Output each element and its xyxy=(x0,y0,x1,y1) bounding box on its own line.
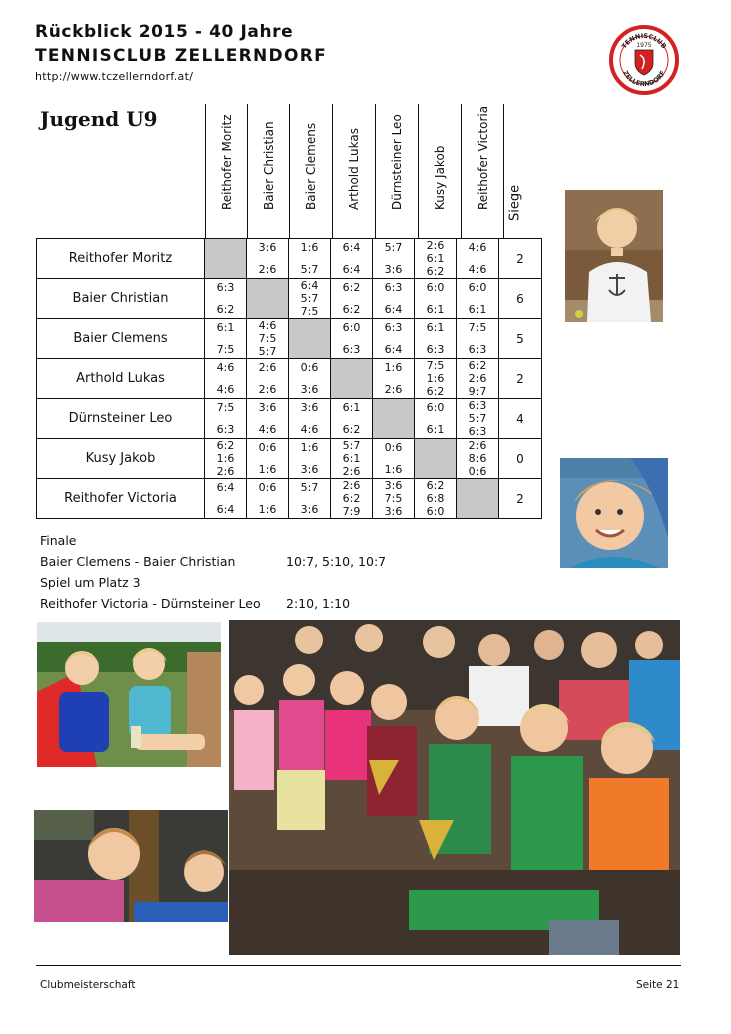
photo-kids-faces xyxy=(34,810,228,922)
score-cell xyxy=(331,479,373,519)
set-score: 0:6 xyxy=(384,440,403,454)
table-row xyxy=(37,239,542,279)
score-cell xyxy=(247,319,289,359)
table-row xyxy=(37,319,542,359)
set-score: 6:4 xyxy=(216,502,235,516)
set-score: 6:4 xyxy=(216,480,235,494)
set-score: 7:5 xyxy=(468,320,487,334)
set-score: 2:6 xyxy=(468,438,487,452)
set-score: 2:6 xyxy=(342,464,361,478)
set-score: 1:6 xyxy=(300,240,319,254)
set-score: 4:6 xyxy=(258,318,277,332)
results-table xyxy=(36,238,542,519)
set-score: 2:6 xyxy=(342,478,361,492)
score-cell xyxy=(457,319,499,359)
table-row xyxy=(37,399,542,439)
set-score: 3:6 xyxy=(300,502,319,516)
set-score: 9:7 xyxy=(468,384,487,398)
table-row xyxy=(37,359,542,399)
player-name: Reithofer Moritz xyxy=(37,239,205,279)
final-match: Baier Clemens - Baier Christian xyxy=(40,554,236,569)
set-score: 7:9 xyxy=(342,504,361,518)
svg-text:1975: 1975 xyxy=(636,42,652,49)
score-cell xyxy=(457,439,499,479)
set-score: 6:3 xyxy=(468,398,487,412)
set-score: 6:3 xyxy=(426,342,445,356)
set-score: 2:6 xyxy=(258,382,277,396)
set-score: 4:6 xyxy=(258,422,277,436)
set-score: 7:5 xyxy=(216,400,235,414)
set-score: 1:6 xyxy=(426,371,445,385)
set-score: 7:5 xyxy=(384,491,403,505)
wins-count: 4 xyxy=(499,399,542,439)
set-score: 2:6 xyxy=(426,238,445,252)
finals-section xyxy=(40,530,386,614)
set-score: 6:2 xyxy=(342,422,361,436)
photo-trophy-ceremony xyxy=(229,620,680,955)
score-cell xyxy=(457,399,499,439)
photo-boy-face xyxy=(560,458,668,568)
score-cell xyxy=(415,319,457,359)
set-score: 1:6 xyxy=(216,451,235,465)
score-cell xyxy=(415,279,457,319)
column-header-label: Baier Clemens xyxy=(304,122,318,210)
score-cell xyxy=(331,319,373,359)
column-header-player xyxy=(205,104,248,238)
set-score: 6:4 xyxy=(300,278,319,292)
set-score: 6:0 xyxy=(426,504,445,518)
player-name: Baier Clemens xyxy=(37,319,205,359)
set-score: 6:8 xyxy=(426,491,445,505)
score-cell xyxy=(373,319,415,359)
score-cell xyxy=(373,439,415,479)
score-cell xyxy=(247,479,289,519)
table-row xyxy=(37,279,542,319)
set-score: 5:7 xyxy=(300,262,319,276)
set-score: 5:7 xyxy=(258,344,277,358)
set-score: 3:6 xyxy=(384,478,403,492)
set-score: 4:6 xyxy=(468,262,487,276)
set-score: 1:6 xyxy=(384,360,403,374)
set-score: 0:6 xyxy=(468,464,487,478)
self-match-cell xyxy=(331,359,373,399)
set-score: 6:2 xyxy=(216,438,235,452)
self-match-cell xyxy=(373,399,415,439)
set-score: 4:6 xyxy=(300,422,319,436)
player-name: Kusy Jakob xyxy=(37,439,205,479)
score-cell xyxy=(415,399,457,439)
score-cell xyxy=(205,479,247,519)
set-score: 6:3 xyxy=(216,422,235,436)
score-cell xyxy=(205,319,247,359)
footer-divider xyxy=(36,965,681,966)
set-score: 7:5 xyxy=(216,342,235,356)
score-cell xyxy=(289,439,331,479)
club-name: TENNISCLUB ZELLERNDORF xyxy=(35,46,328,66)
wins-count: 2 xyxy=(499,479,542,519)
set-score: 1:6 xyxy=(258,502,277,516)
score-cell xyxy=(247,359,289,399)
score-cell xyxy=(247,239,289,279)
player-name: Reithofer Victoria xyxy=(37,479,205,519)
set-score: 2:6 xyxy=(384,382,403,396)
set-score: 6:3 xyxy=(468,342,487,356)
set-score: 6:1 xyxy=(468,302,487,316)
wins-count: 6 xyxy=(499,279,542,319)
score-cell xyxy=(205,359,247,399)
player-name: Dürnsteiner Leo xyxy=(37,399,205,439)
column-header-player xyxy=(375,104,418,238)
wins-count: 5 xyxy=(499,319,542,359)
set-score: 5:7 xyxy=(384,240,403,254)
set-score: 6:3 xyxy=(468,424,487,438)
score-cell xyxy=(205,439,247,479)
column-header-label: Arthold Lukas xyxy=(347,128,361,210)
score-cell xyxy=(289,359,331,399)
set-score: 6:2 xyxy=(342,280,361,294)
set-score: 1:6 xyxy=(258,462,277,476)
set-score: 3:6 xyxy=(384,262,403,276)
set-score: 4:6 xyxy=(216,360,235,374)
self-match-cell xyxy=(289,319,331,359)
set-score: 3:6 xyxy=(384,504,403,518)
set-score: 6:3 xyxy=(216,280,235,294)
page-number: Seite 21 xyxy=(636,979,680,991)
set-score: 6:1 xyxy=(342,400,361,414)
player-name: Baier Christian xyxy=(37,279,205,319)
score-cell xyxy=(373,279,415,319)
set-score: 6:0 xyxy=(426,400,445,414)
score-cell xyxy=(415,479,457,519)
set-score: 7:5 xyxy=(300,304,319,318)
score-cell xyxy=(457,359,499,399)
score-cell xyxy=(415,359,457,399)
set-score: 6:0 xyxy=(426,280,445,294)
club-logo xyxy=(609,25,679,95)
wins-count: 0 xyxy=(499,439,542,479)
set-score: 6:1 xyxy=(426,422,445,436)
set-score: 5:7 xyxy=(300,291,319,305)
third-place-result: 2:10, 1:10 xyxy=(286,596,351,611)
score-cell xyxy=(289,479,331,519)
column-header-player xyxy=(332,104,375,238)
column-header-player xyxy=(247,104,290,238)
set-score: 3:6 xyxy=(258,400,277,414)
document-title: Rückblick 2015 - 40 Jahre xyxy=(35,22,294,42)
column-header-label: Dürnsteiner Leo xyxy=(390,114,404,210)
score-cell xyxy=(205,279,247,319)
section-title: Jugend U9 xyxy=(40,107,158,131)
player-name: Arthold Lukas xyxy=(37,359,205,399)
set-score: 2:6 xyxy=(258,360,277,374)
wins-column-header: Siege xyxy=(507,184,523,221)
final-result: 10:7, 5:10, 10:7 xyxy=(286,554,387,569)
score-cell xyxy=(289,279,331,319)
wins-count: 2 xyxy=(499,359,542,399)
set-score: 3:6 xyxy=(300,462,319,476)
table-row xyxy=(37,479,542,519)
set-score: 6:1 xyxy=(342,451,361,465)
set-score: 6:2 xyxy=(342,491,361,505)
column-header-label: Reithofer Moritz xyxy=(220,114,234,210)
set-score: 1:6 xyxy=(384,462,403,476)
set-score: 6:1 xyxy=(216,320,235,334)
club-url: http://www.tczellerndorf.at/ xyxy=(35,70,194,83)
set-score: 6:4 xyxy=(384,302,403,316)
score-cell xyxy=(373,479,415,519)
score-cell xyxy=(415,239,457,279)
set-score: 6:2 xyxy=(426,478,445,492)
self-match-cell xyxy=(205,239,247,279)
set-score: 6:2 xyxy=(468,358,487,372)
set-score: 6:2 xyxy=(426,264,445,278)
column-header-label: Reithofer Victoria xyxy=(475,105,490,210)
score-cell xyxy=(457,239,499,279)
set-score: 5:7 xyxy=(468,411,487,425)
column-header-player xyxy=(418,104,461,238)
set-score: 6:1 xyxy=(426,251,445,265)
set-score: 6:1 xyxy=(426,320,445,334)
score-cell xyxy=(205,399,247,439)
score-cell xyxy=(247,399,289,439)
wins-count: 2 xyxy=(499,239,542,279)
column-header-label: Baier Christian xyxy=(262,121,276,210)
score-cell xyxy=(457,279,499,319)
score-cell xyxy=(331,439,373,479)
set-score: 7:5 xyxy=(426,358,445,372)
set-score: 4:6 xyxy=(468,240,487,254)
set-score: 6:3 xyxy=(384,320,403,334)
self-match-cell xyxy=(457,479,499,519)
set-score: 7:5 xyxy=(258,331,277,345)
score-cell xyxy=(373,239,415,279)
set-score: 6:1 xyxy=(426,302,445,316)
self-match-cell xyxy=(247,279,289,319)
score-cell xyxy=(331,399,373,439)
set-score: 2:6 xyxy=(258,262,277,276)
photo-kids-deckchair xyxy=(37,622,221,767)
svg-text:TENNISCLUB: TENNISCLUB xyxy=(619,31,669,51)
score-cell xyxy=(289,399,331,439)
set-score: 6:4 xyxy=(342,240,361,254)
set-score: 1:6 xyxy=(300,440,319,454)
set-score: 5:7 xyxy=(342,438,361,452)
set-score: 0:6 xyxy=(300,360,319,374)
set-score: 6:4 xyxy=(384,342,403,356)
set-score: 0:6 xyxy=(258,480,277,494)
score-cell xyxy=(331,239,373,279)
set-score: 5:7 xyxy=(300,480,319,494)
set-score: 6:2 xyxy=(342,302,361,316)
column-header-player xyxy=(289,104,332,238)
set-score: 8:6 xyxy=(468,451,487,465)
set-score: 6:2 xyxy=(426,384,445,398)
set-score: 2:6 xyxy=(216,464,235,478)
set-score: 6:3 xyxy=(342,342,361,356)
set-score: 6:0 xyxy=(342,320,361,334)
column-header-label: Kusy Jakob xyxy=(433,145,447,210)
score-cell xyxy=(247,439,289,479)
finals-heading: Finale xyxy=(40,533,77,548)
photo-girl xyxy=(565,190,663,322)
set-score: 0:6 xyxy=(258,440,277,454)
set-score: 3:6 xyxy=(300,382,319,396)
set-score: 3:6 xyxy=(258,240,277,254)
set-score: 4:6 xyxy=(216,382,235,396)
score-cell xyxy=(331,279,373,319)
svg-text:ZELLERNDORF: ZELLERNDORF xyxy=(621,69,667,89)
third-place-match: Reithofer Victoria - Dürnsteiner Leo xyxy=(40,596,261,611)
set-score: 6:4 xyxy=(342,262,361,276)
table-row xyxy=(37,439,542,479)
set-score: 2:6 xyxy=(468,371,487,385)
third-place-heading: Spiel um Platz 3 xyxy=(40,575,141,590)
set-score: 6:3 xyxy=(384,280,403,294)
score-cell xyxy=(289,239,331,279)
set-score: 6:2 xyxy=(216,302,235,316)
set-score: 3:6 xyxy=(300,400,319,414)
self-match-cell xyxy=(415,439,457,479)
column-header-player xyxy=(461,104,504,238)
score-cell xyxy=(373,359,415,399)
footer-left: Clubmeisterschaft xyxy=(40,979,136,991)
set-score: 6:0 xyxy=(468,280,487,294)
